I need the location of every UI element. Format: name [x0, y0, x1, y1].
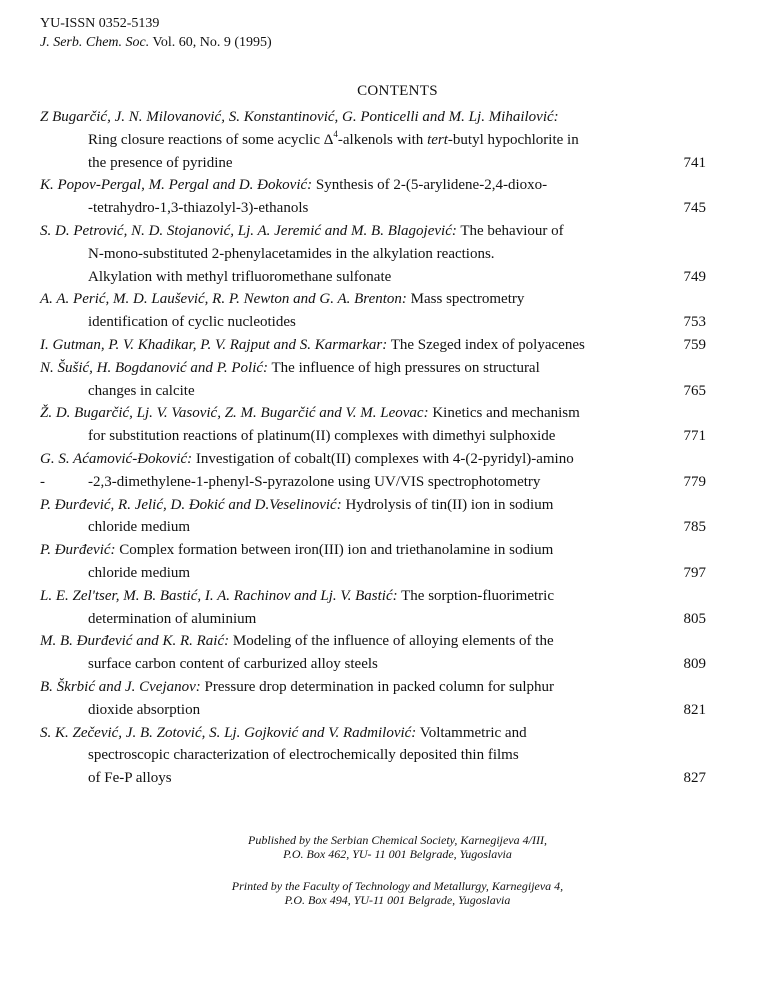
toc-title-text: Synthesis of 2-(5-arylidene-2,4-dioxo- — [312, 177, 548, 194]
toc-line — [40, 357, 706, 380]
toc-authors: S. D. Petrović, N. D. Stojanović, Lj. A. Jeremić and M. B. Blagojević: — [40, 222, 457, 239]
printed-line-1: Printed by the Faculty of Technology and Metallurgy, Karnegijeva 4, — [231, 879, 564, 893]
toc-authors: Z Bugarčić, J. N. Milovanović, S. Konstantinović, G. Ponticelli and M. Lj. Mihailović: — [40, 109, 559, 125]
toc-entry — [40, 630, 706, 676]
page-number: 749 — [683, 268, 706, 285]
page-number: 805 — [683, 610, 706, 627]
toc-line — [40, 676, 706, 699]
toc-title-text: -2,3-dimethylene-1-phenyl-S-pyrazolone using UV/VIS spectrophotometry — [88, 473, 541, 490]
printed-line-2: P.O. Box 494, YU-11 001 Belgrade, Yugoslavia — [284, 893, 511, 907]
page-number: 797 — [683, 564, 706, 581]
toc-title-text: the presence of pyridine — [88, 154, 233, 171]
toc-line — [40, 630, 706, 653]
toc-title-text: chloride medium — [88, 564, 191, 581]
toc-line — [40, 288, 706, 311]
toc-entry — [40, 288, 706, 334]
superscript: 4 — [333, 128, 338, 139]
toc-authors: L. E. Zel'tser, M. B. Bastić, I. A. Rachinov and Lj. V. Bastić: — [40, 587, 398, 604]
toc-line — [40, 106, 706, 129]
toc-line — [40, 767, 706, 790]
toc-entry — [40, 494, 706, 540]
table-of-contents — [40, 106, 706, 790]
toc-line — [40, 220, 706, 243]
toc-authors: B. Škrbić and J. Cvejanov: — [40, 678, 201, 695]
page-number: 745 — [683, 200, 706, 217]
issn-line: YU-ISSN 0352-5139 — [40, 16, 160, 31]
toc-title-text: The influence of high pressures on structural — [268, 359, 540, 376]
toc-line — [40, 608, 706, 631]
toc-line — [40, 197, 706, 220]
toc-authors: I. Gutman, P. V. Khadikar, P. V. Rajput and S. Karmarkar: — [40, 336, 388, 353]
toc-line — [40, 380, 706, 403]
toc-line — [40, 129, 706, 152]
toc-entry — [40, 357, 706, 403]
page-number: 827 — [683, 770, 706, 787]
volume-issue: Vol. 60, No. 9 (1995) — [152, 35, 272, 50]
toc-line — [40, 516, 706, 539]
published-by — [0, 833, 773, 861]
toc-line — [40, 722, 706, 745]
toc-line — [40, 448, 706, 471]
toc-entry — [40, 676, 706, 722]
toc-line — [40, 653, 706, 676]
toc-line — [40, 174, 706, 197]
page-number: 753 — [683, 314, 706, 331]
toc-title-text: N-mono-substituted 2-phenylacetamides in the alkylation reactions. — [88, 245, 495, 262]
toc-title-text: Alkylation with methyl trifluoromethane sulfonate — [88, 268, 392, 285]
toc-title-text: The sorption-fluorimetric — [397, 587, 554, 604]
toc-line — [40, 471, 706, 494]
page-number: 785 — [683, 519, 706, 536]
toc-title-text: Voltammetric and — [416, 724, 527, 741]
toc-line — [40, 699, 706, 722]
toc-entry — [40, 448, 706, 494]
page-number: 741 — [683, 154, 706, 171]
toc-title-text: identification of cyclic nucleotides — [88, 314, 296, 331]
toc-title-text: chloride medium — [88, 519, 191, 536]
toc-line — [40, 311, 706, 334]
toc-entry — [40, 334, 706, 357]
toc-title-text: The Szeged index of polyacenes — [387, 336, 585, 353]
italic-word: tert — [427, 131, 448, 148]
toc-title-text: -tetrahydro-1,3-thiazolyl-3)-ethanols — [88, 200, 309, 217]
toc-line — [40, 494, 706, 517]
page-number: 771 — [683, 428, 706, 445]
toc-title-text: Mass spectrometry — [406, 291, 525, 308]
toc-entry — [40, 106, 706, 174]
page-number: 759 — [683, 336, 706, 353]
toc-line — [40, 744, 706, 767]
journal-abbrev: J. Serb. Chem. Soc. — [40, 35, 150, 50]
toc-entry — [40, 220, 706, 288]
published-line-1: Published by the Serbian Chemical Society, Karnegijeva 4/III, — [248, 833, 547, 847]
page-number: 821 — [683, 701, 706, 718]
toc-title-text: -butyl hypochlorite in — [447, 131, 579, 148]
toc-authors: N. Šušić, H. Bogdanović and P. Polić: — [40, 359, 269, 376]
toc-line — [40, 585, 706, 608]
toc-title-text: surface carbon content of carburized alloy steels — [88, 656, 378, 673]
toc-title-text: for substitution reactions of platinum(II) complexes with dimethyi sulphoxide — [88, 428, 556, 445]
contents-title: CONTENTS — [357, 83, 438, 99]
toc-entry — [40, 174, 706, 220]
toc-title-text: of Fe-P alloys — [88, 770, 172, 787]
toc-line — [40, 539, 706, 562]
toc-line — [40, 266, 706, 289]
toc-title-text: determination of aluminium — [88, 610, 257, 627]
toc-authors: Ž. D. Bugarčić, Lj. V. Vasović, Z. M. Bugarčić and V. M. Leovac: — [40, 405, 429, 422]
toc-line — [40, 562, 706, 585]
toc-title-text: Kinetics and mechanism — [428, 405, 580, 422]
toc-title-text: changes in calcite — [88, 382, 195, 399]
toc-authors: S. K. Zečević, J. B. Zotović, S. Lj. Gojković and V. Radmilović: — [40, 724, 417, 741]
toc-title-text: Modeling of the influence of alloying elements of the — [229, 633, 554, 650]
page-number: 765 — [683, 382, 706, 399]
toc-authors: K. Popov-Pergal, M. Pergal and D. Đoković: — [40, 177, 313, 194]
toc-authors: G. S. Aćamović-Đoković: — [40, 450, 193, 467]
toc-title-text: Investigation of cobalt(II) complexes with 4-(2-pyridyl)-amino — [192, 450, 574, 467]
toc-authors: P. Đurđević, R. Jelić, D. Đokić and D.Veselinović: — [40, 496, 342, 513]
journal-header — [40, 14, 272, 52]
toc-title-text: Pressure drop determination in packed column for sulphur — [200, 678, 555, 695]
journal-citation — [40, 33, 272, 52]
toc-authors: P. Đurđević: — [40, 542, 116, 559]
toc-title-text: Ring closure reactions of some acyclic Δ — [88, 131, 334, 148]
toc-title-text: dioxide absorption — [88, 701, 201, 718]
toc-entry — [40, 402, 706, 448]
toc-title-text: Complex formation between iron(III) ion and triethanolamine in sodium — [115, 542, 554, 559]
page-number: 779 — [683, 473, 706, 490]
toc-title-text: -alkenols with — [337, 131, 428, 148]
toc-line — [40, 425, 706, 448]
toc-title-text: The behaviour of — [456, 222, 564, 239]
toc-authors: A. A. Perić, M. D. Laušević, R. P. Newton and G. A. Brenton: — [40, 291, 407, 308]
published-line-2: P.O. Box 462, YU- 11 001 Belgrade, Yugoslavia — [283, 847, 512, 861]
toc-dash: - — [40, 473, 45, 490]
toc-line — [40, 402, 706, 425]
toc-title-text: Hydrolysis of tin(II) ion in sodium — [341, 496, 554, 513]
toc-line — [40, 243, 706, 266]
toc-entry — [40, 722, 706, 790]
toc-authors: M. B. Đurđević and K. R. Raić: — [40, 633, 230, 650]
toc-entry — [40, 539, 706, 585]
toc-title-text: spectroscopic characterization of electrochemically deposited thin films — [88, 747, 519, 764]
toc-line — [40, 152, 706, 175]
page-number: 809 — [683, 656, 706, 673]
toc-line — [40, 334, 706, 357]
toc-entry — [40, 585, 706, 631]
printed-by — [0, 879, 773, 907]
